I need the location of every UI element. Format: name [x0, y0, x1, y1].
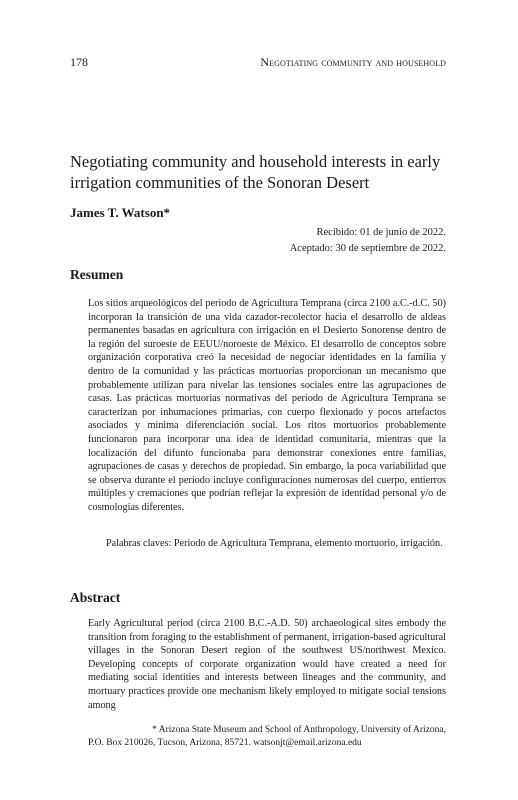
author-footnote — [88, 724, 446, 750]
resumen-heading: Resumen — [70, 267, 124, 282]
publication-dates — [290, 225, 446, 256]
footnote-affiliation: * Arizona State Museum and School of Anthropology, University of Arizona, — [152, 725, 446, 735]
footnote-address: P.O. Box 210026, Tucson, Arizona, 85721. watsonjt@email.arizona.edu — [88, 738, 362, 748]
page-number: 178 — [70, 55, 88, 69]
running-title: Negotiating community and household — [260, 55, 446, 69]
accepted-date: Aceptado: 30 de septiembre de 2022. — [289, 242, 446, 254]
abstract-heading: Abstract — [70, 590, 121, 605]
received-date: Recibido: 01 de junio de 2022. — [316, 227, 446, 238]
keywords: Palabras claves: Periodo de Agricultura Temprana, elemento mortuorio, irrigación. — [106, 538, 443, 549]
running-header — [70, 55, 446, 70]
author-name: James T. Watson* — [70, 205, 171, 220]
resumen-paragraph: Los sitios arqueológicos del periodo de Agricultura Temprana (circa 2100 a.C.-d.C. 50) incorporan la transición de una vida cazador-recolector hacia el desarrollo de aldeas permanentes basadas en agricultura con irrigación en el Desierto Sonorense dentro de la región del suroeste de EEUU/noroeste de México. El desarrollo de conceptos sobre organización corporativa creó la necesidad de negociar identidades en la familia y dentro de la comunidad y las prácticas mortuorias proporcionan un mecanismo que probablemente utilizan para nivelar las tensiones sociales entre las agrupaciones de casas. Las prácticas mortuorias normativas del periodo de Agricultura Temprana se caracterizan por inhumaciones primarias, con cuerpo flexionado y pocos artefactos asociados y mínima diferenciación social. Los ritos mortuorios probablemente funcionaron para incorporar una idea de identidad comunitaria, mientras que la localización del difunto funcionaba para demonstrar conexiones entre familias, agrupaciones de casas y derechos de propiedad. Sin embargo, la poca variabilidad que se observa durante el periodo incluye configuraciones numerosas del cuerpo, entierros múltiples y cremaciones que podrían reflejar la expresión de identidad personal y/o de cosmologías diferentes. — [88, 298, 446, 513]
abstract-paragraph: Early Agricultural period (circa 2100 B.C.-A.D. 50) archaeological sites embody the transition from foraging to the establishment of permanent, irrigation-based agricultural villages in the Sonoran Desert region of the southwest US/northwest Mexico. Developing concepts of corporate organization would have created a need for mediating social identities and interests between lineages and the community, and mortuary practices provide one mechanism likely employed to mitigate social tensions among — [88, 618, 446, 711]
article-title: Negotiating community and household interests in early irrigation communities of the Sonoran Desert — [70, 152, 441, 192]
